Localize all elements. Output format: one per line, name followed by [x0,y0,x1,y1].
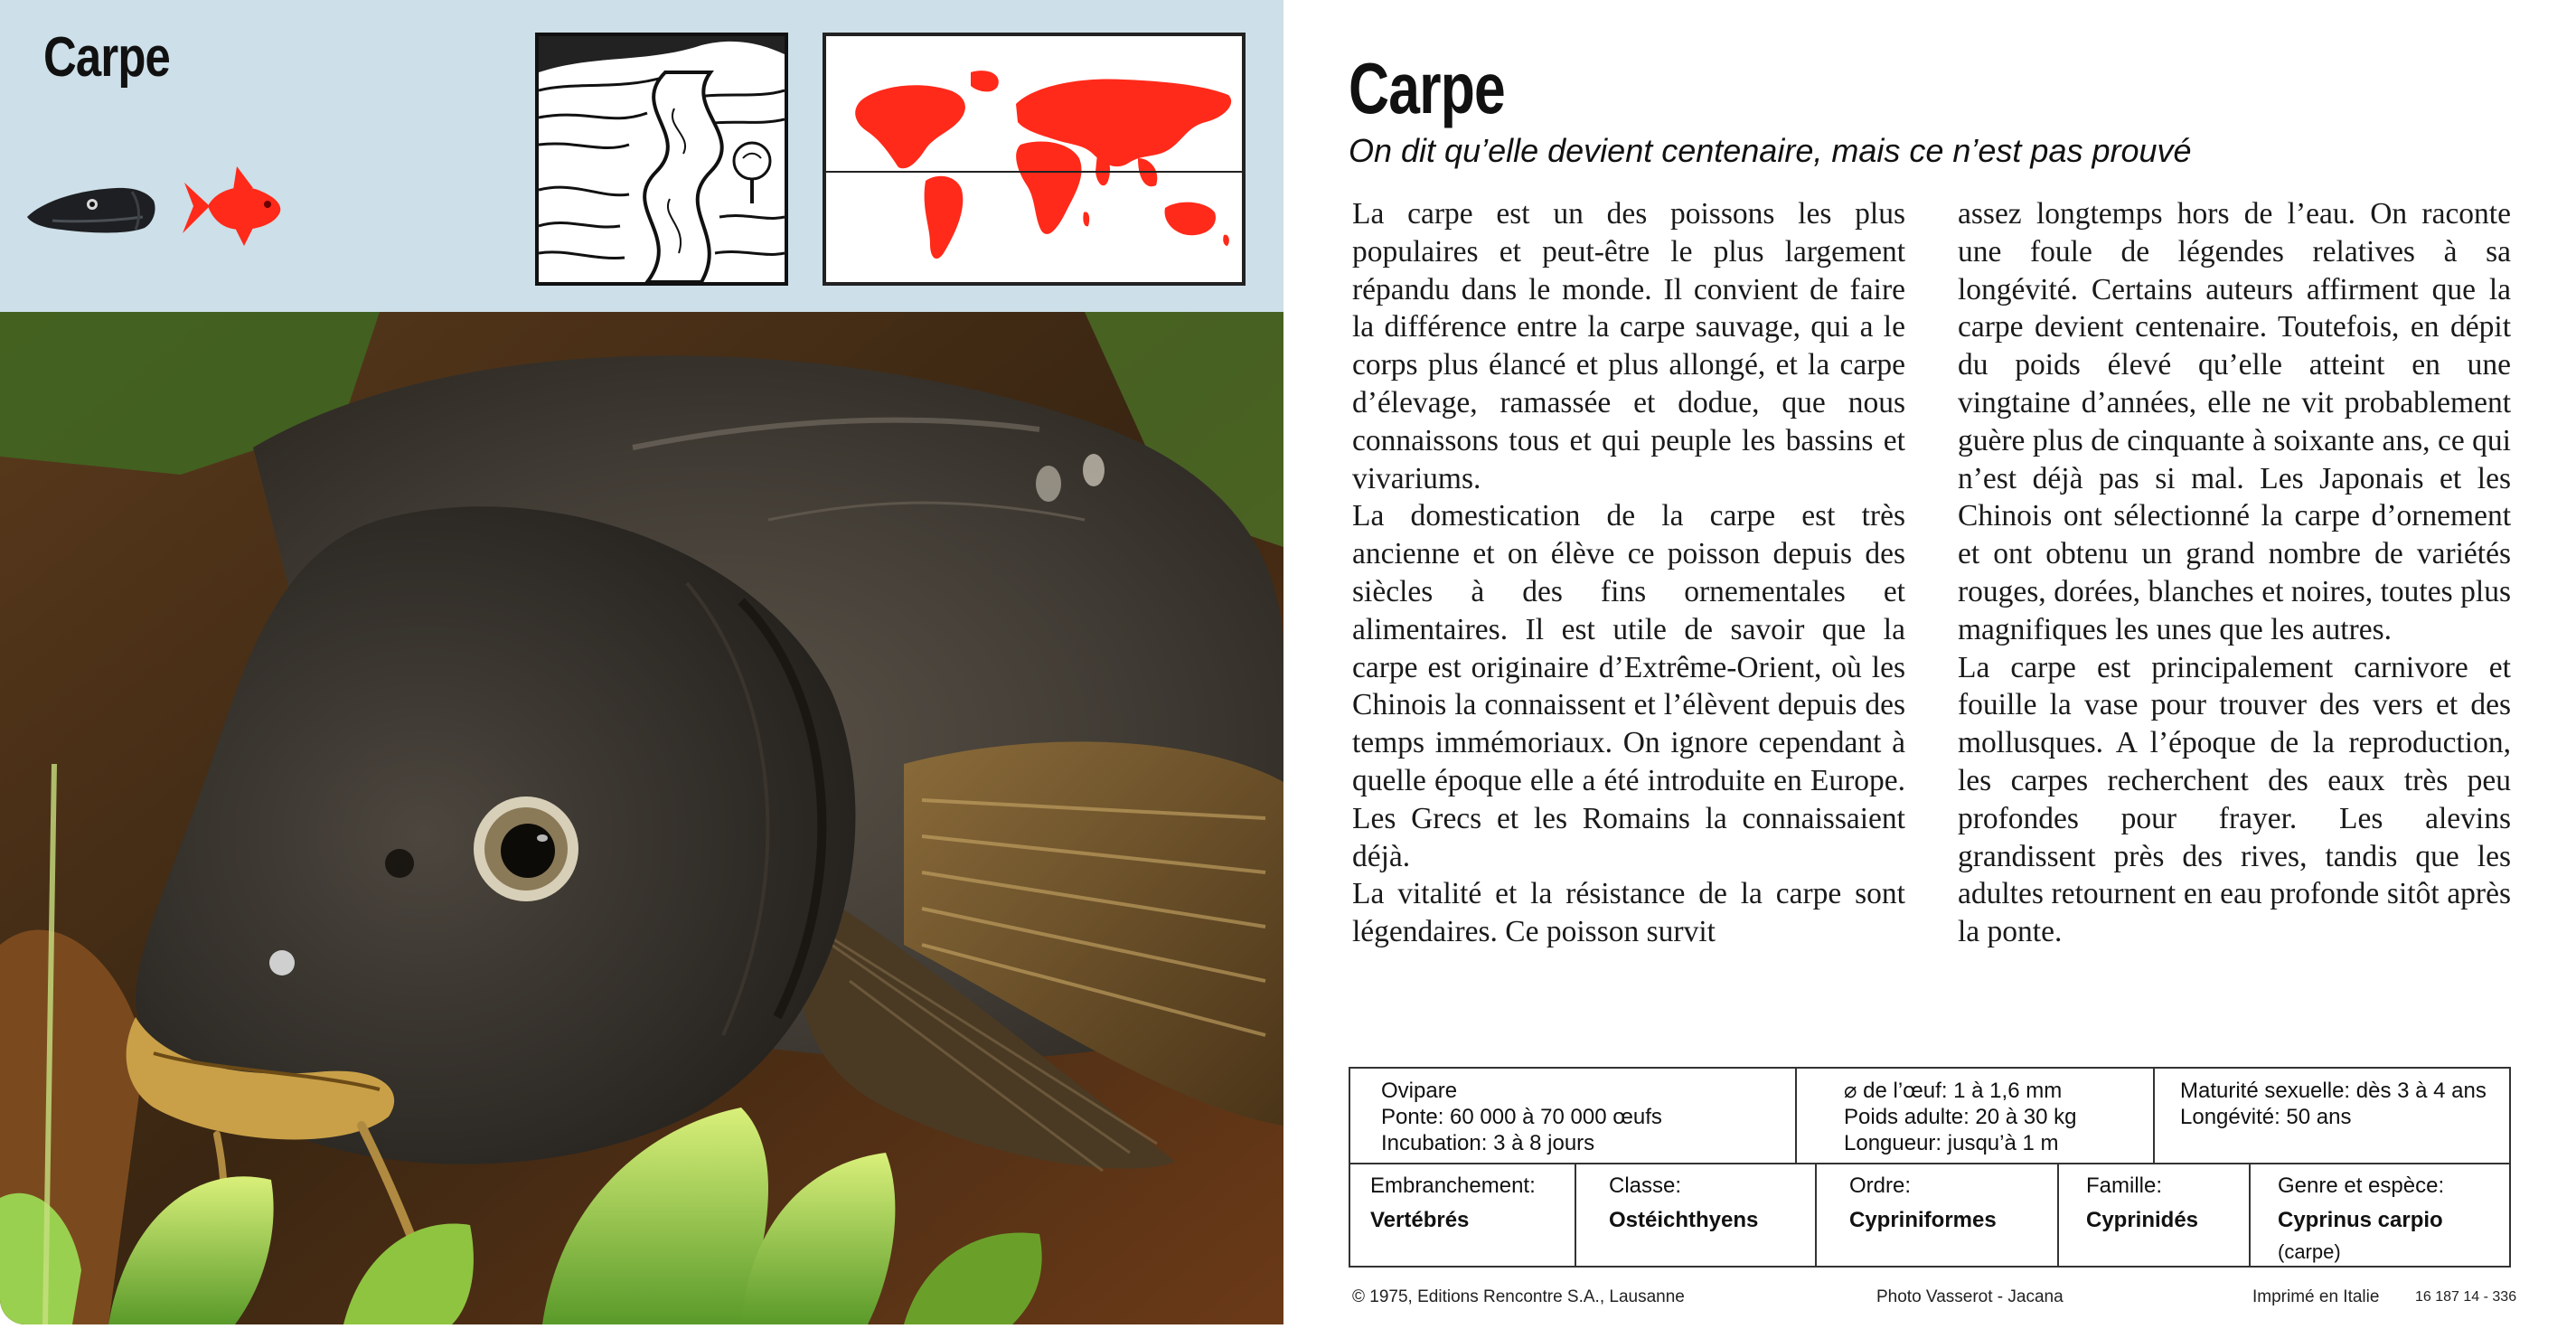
right-card [1302,0,2576,1329]
paragraph: La carpe est principalement carnivore et fouille la vase pour trouver des vers et des mollusques. A l’époque de la reproduction, les carpes recherchent des eaux très peu profondes pour frayer. Les alevins grandissent près des rives, tandis que les adultes retournent en eau profonde sitôt après la ponte. [1958,650,2511,949]
facts-line: Incubation: 3 à 8 jours [1381,1131,1595,1155]
printed-in: Imprimé en Italie [2252,1287,2380,1306]
paragraph: La domestication de la carpe est très ancienne et on élève ce poisson depuis des siècles à des fins ornementales et alimentaires. Il est utile de savoir que la carpe est originaire d’Extrême-Orient, où les Chinois la connaissent et l’élèvent depuis des temps immémoriaux. On ignore cependant à quelle époque elle a été introduite en Europe. Les Grecs et les Romains la connaissaient déjà. [1352,499,1905,873]
facts-box [1349,1067,2511,1268]
facts-line: Ponte: 60 000 à 70 000 œufs [1381,1105,1662,1129]
paragraph: La carpe est un des poissons les plus populaires et peut-être le plus largement répandu dans le monde. Il convient de faire la différence entre la carpe sauvage, qui a le corps plus élancé et plus allongé, et la carpe d’élevage, ramassée et dodue, que nous connaissons tous et qui peuple les bassins et vivariums. [1352,197,1905,495]
facts-line: Longévité: 50 ans [2180,1105,2352,1129]
facts-line: Poids adulte: 20 à 30 kg [1844,1105,2077,1129]
river-landscape-icon [535,33,788,286]
red-goldfish-icon [181,163,294,249]
taxonomy-value: Cyprinus carpio [2278,1208,2443,1232]
taxonomy-value: Cyprinidés [2086,1208,2199,1232]
taxonomy-value: Vertébrés [1370,1208,1470,1232]
facts-size [1797,1069,2155,1163]
card-title: Carpe [43,26,171,89]
copyright: © 1975, Editions Rencontre S.A., Lausanne [1352,1287,1685,1306]
article-subtitle: On dit qu’elle devient centenaire, mais ce n’est pas prouvé [1349,132,2192,169]
taxonomy-cell [2251,1164,2509,1266]
paragraph: La vitalité et la résistance de la carpe sont légendaires. Ce poisson survit [1352,877,1905,949]
taxonomy-label: Famille: [2086,1173,2163,1198]
facts-line: Maturité sexuelle: dès 3 à 4 ans [2180,1079,2487,1103]
carp-photo [0,312,1283,1324]
taxonomy-value: Ostéichthyens [1609,1208,1759,1232]
text-column-left [1352,195,1905,951]
taxonomy-cell [1350,1164,1576,1266]
facts-reproduction [1381,1069,1797,1163]
taxonomy-cell [2059,1164,2251,1266]
dark-fish-icon [25,181,156,239]
taxonomy-label: Genre et espèce: [2278,1173,2445,1198]
article-title: Carpe [1349,48,1505,128]
facts-line: Longueur: jusqu’à 1 m [1844,1131,2059,1155]
taxonomy-cell [1817,1164,2059,1266]
taxonomy-value: Cypriniformes [1849,1208,1997,1232]
text-column-right [1958,195,2511,951]
taxonomy-cell [1576,1164,1817,1266]
left-card [0,0,1283,1324]
paragraph: assez longtemps hors de l’eau. On raconte une foule de légendes relatives à sa longévité. Certains auteurs affirment que la carpe devient centenaire. Toutefois, en dépit du poids élevé qu’elle atteint en une vingtaine d’années, elle ne vit probablement guère plus de cinquante à soixante ans, ce qui n’est déjà pas si mal. Les Japonais et les Chinois ont sélectionné la carpe d’ornement et ont obtenu un grand nombre de variétés rouges, dorées, blanches et noires, toutes plus magnifiques les unes que les autres. [1958,197,2511,646]
taxonomy-label: Ordre: [1849,1173,1912,1198]
card-header [0,0,1283,312]
taxonomy-label: Embranchement: [1370,1173,1536,1198]
taxonomy-label: Classe: [1609,1173,1682,1198]
card-code: 16 187 14 - 336 [2415,1289,2517,1305]
facts-lifespan [2155,1069,2509,1163]
taxonomy-extra: (carpe) [2278,1240,2341,1263]
facts-line: Ovipare [1381,1079,1458,1103]
taxonomy-row [1350,1164,2509,1266]
photo-credit: Photo Vasserot - Jacana [1876,1287,2064,1306]
facts-row-biology [1350,1069,2509,1164]
facts-line: ⌀ de l’œuf: 1 à 1,6 mm [1844,1079,2063,1103]
world-distribution-map [823,33,1246,286]
